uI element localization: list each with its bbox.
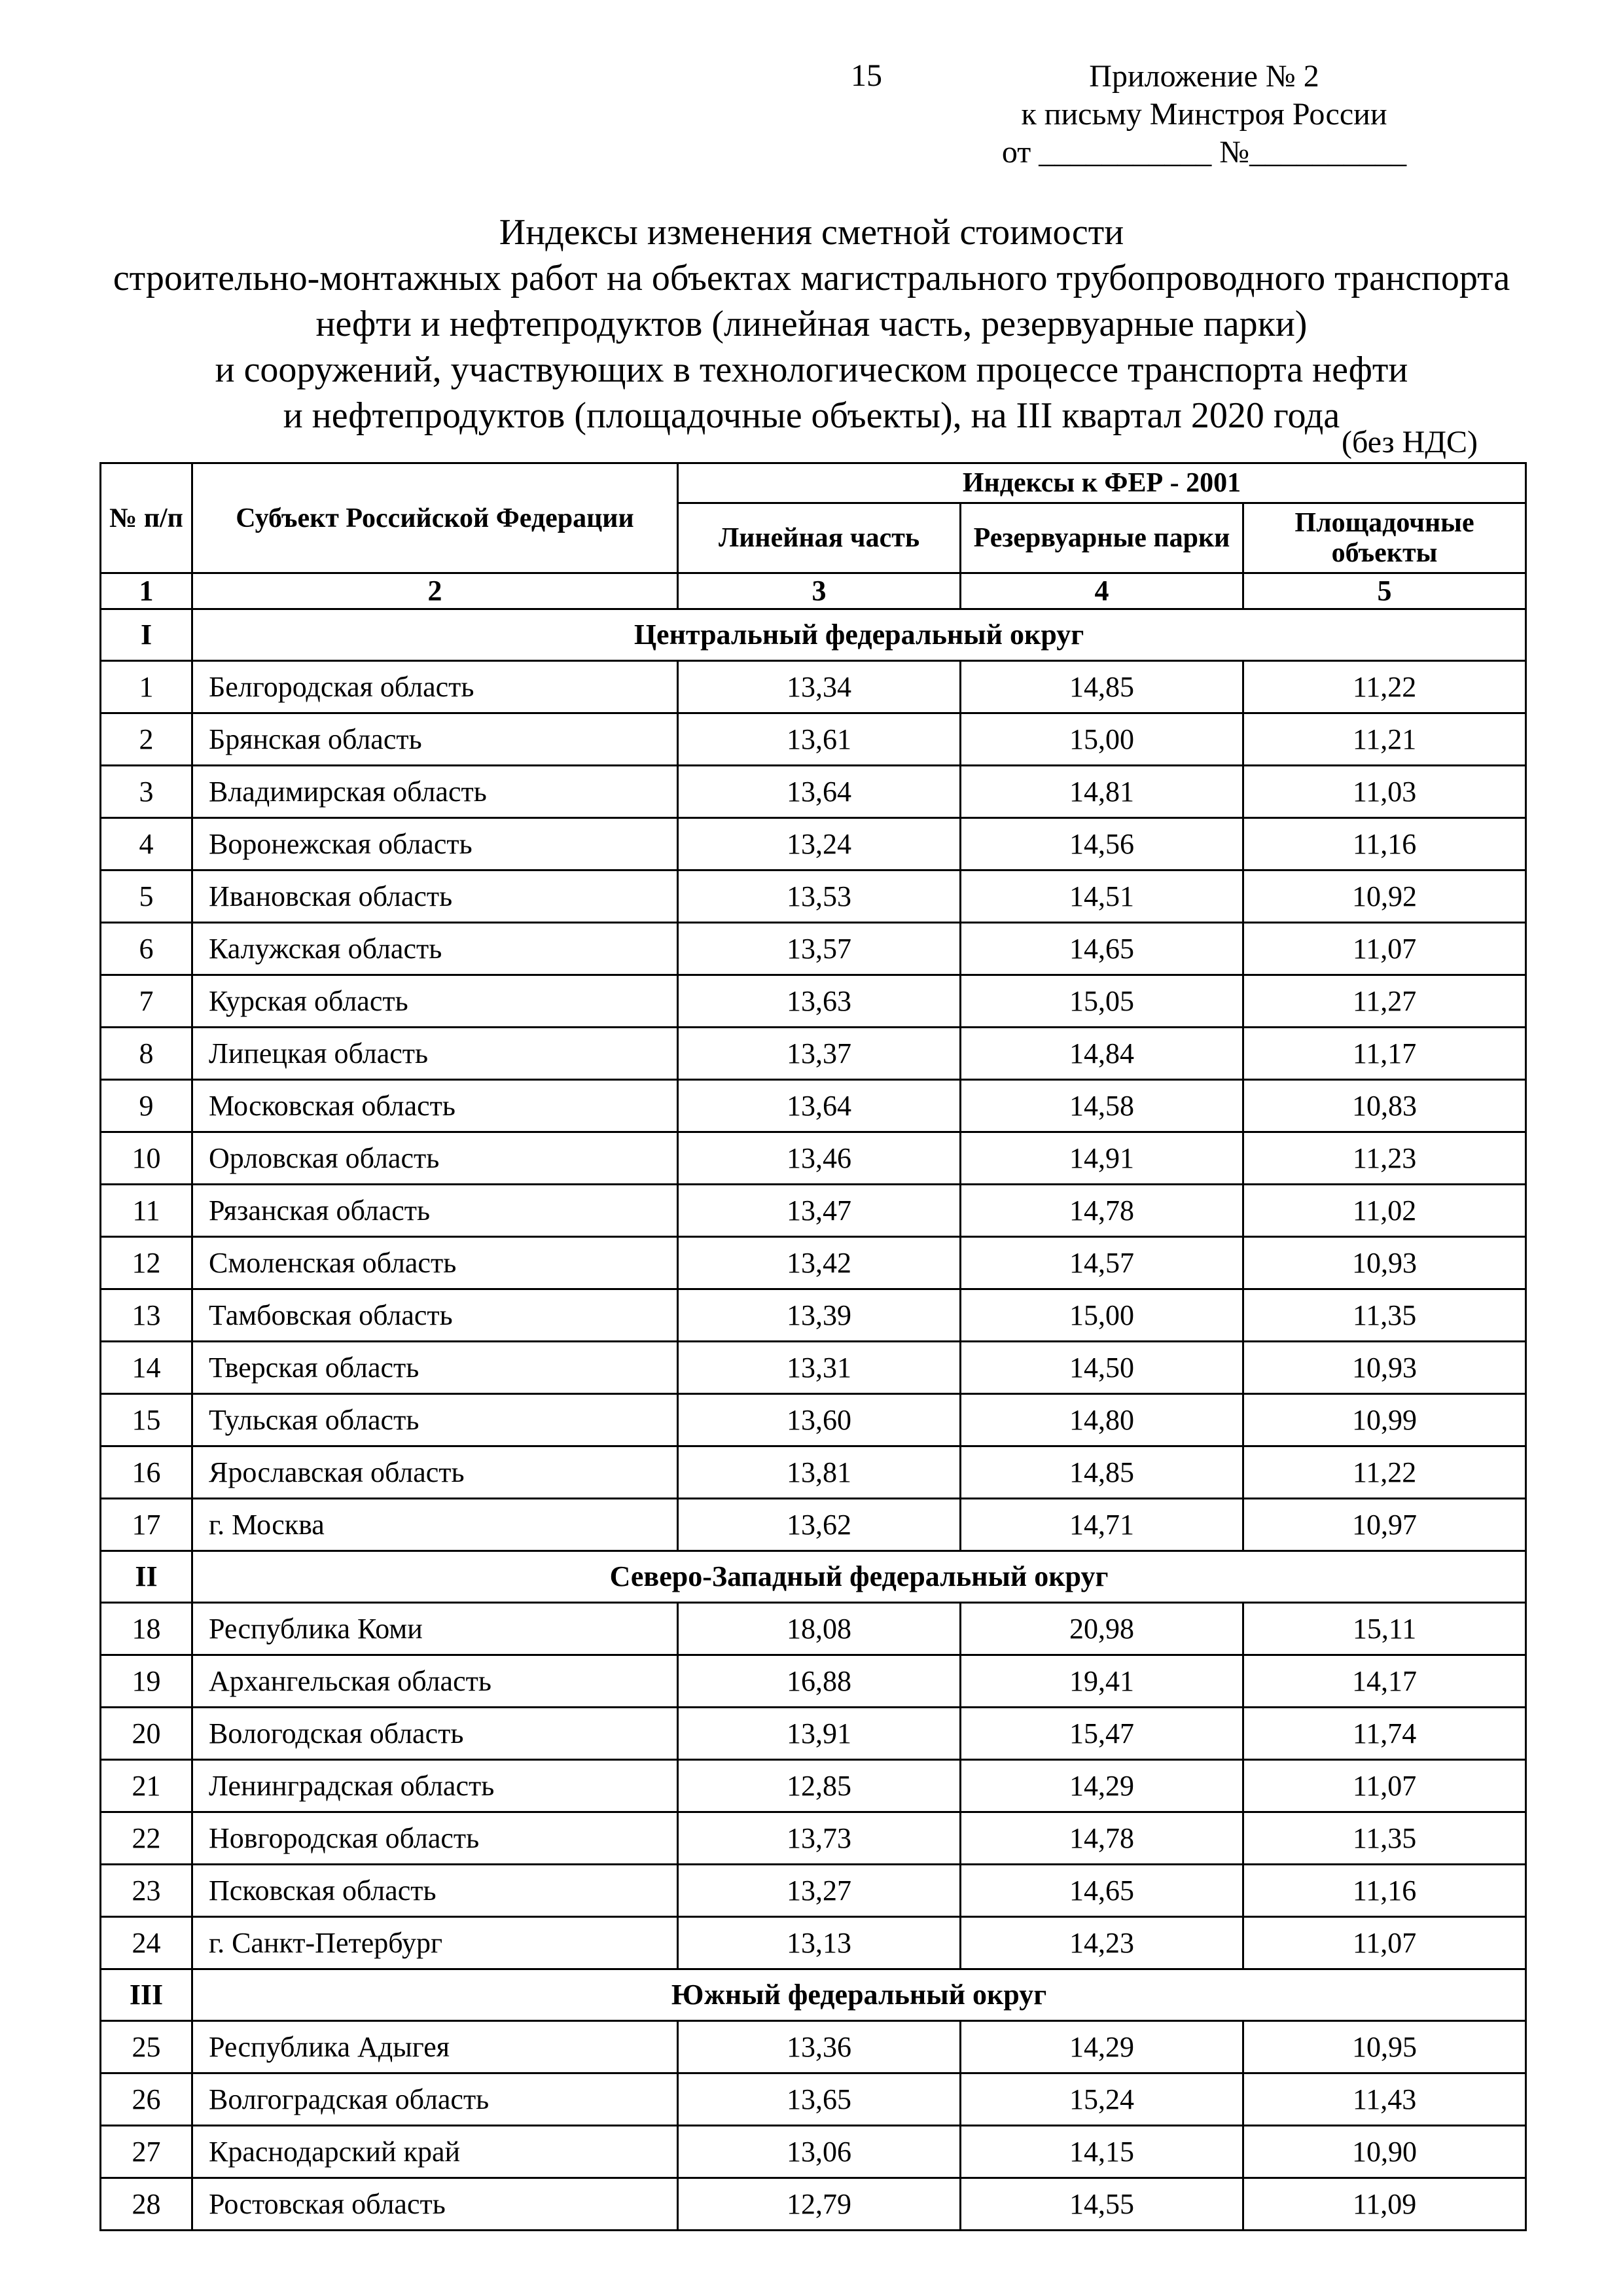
region-name: Тамбовская область bbox=[192, 1289, 678, 1342]
row-number: 19 bbox=[101, 1655, 192, 1708]
linear-index: 13,64 bbox=[678, 766, 961, 818]
linear-index: 13,46 bbox=[678, 1132, 961, 1185]
table-row bbox=[101, 923, 1526, 975]
site-objects-index: 11,21 bbox=[1243, 713, 1526, 766]
document-title bbox=[65, 209, 1558, 439]
linear-index: 13,73 bbox=[678, 1812, 961, 1865]
index-table bbox=[99, 462, 1527, 2231]
linear-index: 13,60 bbox=[678, 1394, 961, 1446]
site-objects-index: 11,17 bbox=[1243, 1028, 1526, 1080]
region-name: Тульская область bbox=[192, 1394, 678, 1446]
site-objects-index: 11,22 bbox=[1243, 661, 1526, 713]
region-name: Смоленская область bbox=[192, 1237, 678, 1289]
tank-parks-index: 14,85 bbox=[961, 661, 1243, 713]
page-number: 15 bbox=[851, 58, 882, 93]
site-objects-index: 11,35 bbox=[1243, 1289, 1526, 1342]
region-name: Краснодарский край bbox=[192, 2126, 678, 2178]
region-name: Брянская область bbox=[192, 713, 678, 766]
row-number: 7 bbox=[101, 975, 192, 1028]
row-number: 20 bbox=[101, 1708, 192, 1760]
header-row-1 bbox=[101, 463, 1526, 503]
linear-index: 13,27 bbox=[678, 1865, 961, 1917]
linear-index: 18,08 bbox=[678, 1603, 961, 1655]
linear-index: 12,85 bbox=[678, 1760, 961, 1812]
site-objects-index: 11,74 bbox=[1243, 1708, 1526, 1760]
linear-index: 13,06 bbox=[678, 2126, 961, 2178]
table-row bbox=[101, 1655, 1526, 1708]
tank-parks-index: 15,24 bbox=[961, 2073, 1243, 2126]
header-index-group: Индексы к ФЕР - 2001 bbox=[678, 463, 1526, 503]
table-row bbox=[101, 870, 1526, 923]
table-row bbox=[101, 818, 1526, 870]
row-number: 4 bbox=[101, 818, 192, 870]
linear-index: 13,65 bbox=[678, 2073, 961, 2126]
linear-index: 13,53 bbox=[678, 870, 961, 923]
table-row bbox=[101, 1132, 1526, 1185]
row-number: 17 bbox=[101, 1499, 192, 1551]
section-title: Южный федеральный округ bbox=[192, 1969, 1526, 2021]
linear-index: 13,37 bbox=[678, 1028, 961, 1080]
region-name: Тверская область bbox=[192, 1342, 678, 1394]
linear-index: 13,13 bbox=[678, 1917, 961, 1969]
linear-index: 13,63 bbox=[678, 975, 961, 1028]
tank-parks-index: 14,58 bbox=[961, 1080, 1243, 1132]
site-objects-index: 11,16 bbox=[1243, 818, 1526, 870]
tank-parks-index: 14,50 bbox=[961, 1342, 1243, 1394]
region-name: Архангельская область bbox=[192, 1655, 678, 1708]
title-line-4: и сооружений, участвующих в технологическом процессе транспорта нефти bbox=[215, 350, 1408, 390]
region-name: Рязанская область bbox=[192, 1185, 678, 1237]
tank-parks-index: 14,23 bbox=[961, 1917, 1243, 1969]
row-number: 21 bbox=[101, 1760, 192, 1812]
appendix-line-1: Приложение № 2 bbox=[1089, 59, 1319, 94]
row-number: 12 bbox=[101, 1237, 192, 1289]
linear-index: 13,36 bbox=[678, 2021, 961, 2073]
site-objects-index: 10,83 bbox=[1243, 1080, 1526, 1132]
table-row bbox=[101, 1603, 1526, 1655]
section-row bbox=[101, 1969, 1526, 2021]
region-name: Волгоградская область bbox=[192, 2073, 678, 2126]
row-number: 16 bbox=[101, 1446, 192, 1499]
section-code: III bbox=[101, 1969, 192, 2021]
row-number: 10 bbox=[101, 1132, 192, 1185]
site-objects-index: 11,07 bbox=[1243, 1917, 1526, 1969]
table-row bbox=[101, 1289, 1526, 1342]
header-subject: Субъект Российской Федерации bbox=[192, 463, 678, 573]
region-name: Московская область bbox=[192, 1080, 678, 1132]
table-row bbox=[101, 1865, 1526, 1917]
title-line-2: строительно-монтажных работ на объектах магистрального трубопроводного транспорта bbox=[113, 258, 1510, 298]
tank-parks-index: 20,98 bbox=[961, 1603, 1243, 1655]
column-number: 4 bbox=[961, 573, 1243, 609]
region-name: Республика Адыгея bbox=[192, 2021, 678, 2073]
row-number: 18 bbox=[101, 1603, 192, 1655]
tank-parks-index: 14,91 bbox=[961, 1132, 1243, 1185]
tank-parks-index: 15,47 bbox=[961, 1708, 1243, 1760]
region-name: г. Санкт-Петербург bbox=[192, 1917, 678, 1969]
site-objects-index: 10,93 bbox=[1243, 1342, 1526, 1394]
site-objects-index: 10,93 bbox=[1243, 1237, 1526, 1289]
header-num: № п/п bbox=[101, 463, 192, 573]
site-objects-index: 11,02 bbox=[1243, 1185, 1526, 1237]
table-row bbox=[101, 1499, 1526, 1551]
site-objects-index: 10,95 bbox=[1243, 2021, 1526, 2073]
site-objects-index: 11,35 bbox=[1243, 1812, 1526, 1865]
row-number: 15 bbox=[101, 1394, 192, 1446]
region-name: Орловская область bbox=[192, 1132, 678, 1185]
linear-index: 13,81 bbox=[678, 1446, 961, 1499]
table-row bbox=[101, 2073, 1526, 2126]
section-row bbox=[101, 609, 1526, 661]
table-row bbox=[101, 713, 1526, 766]
tank-parks-index: 14,29 bbox=[961, 1760, 1243, 1812]
linear-index: 13,34 bbox=[678, 661, 961, 713]
tank-parks-index: 14,80 bbox=[961, 1394, 1243, 1446]
row-number: 2 bbox=[101, 713, 192, 766]
row-number: 11 bbox=[101, 1185, 192, 1237]
linear-index: 13,62 bbox=[678, 1499, 961, 1551]
row-number: 26 bbox=[101, 2073, 192, 2126]
column-number: 5 bbox=[1243, 573, 1526, 609]
site-objects-index: 11,09 bbox=[1243, 2178, 1526, 2231]
table-row bbox=[101, 1185, 1526, 1237]
column-numbers-row bbox=[101, 573, 1526, 609]
tank-parks-index: 14,85 bbox=[961, 1446, 1243, 1499]
tank-parks-index: 14,57 bbox=[961, 1237, 1243, 1289]
region-name: г. Москва bbox=[192, 1499, 678, 1551]
site-objects-index: 11,03 bbox=[1243, 766, 1526, 818]
table-row bbox=[101, 2178, 1526, 2231]
row-number: 1 bbox=[101, 661, 192, 713]
tank-parks-index: 14,78 bbox=[961, 1185, 1243, 1237]
site-objects-index: 11,23 bbox=[1243, 1132, 1526, 1185]
region-name: Калужская область bbox=[192, 923, 678, 975]
tank-parks-index: 14,65 bbox=[961, 1865, 1243, 1917]
column-number: 1 bbox=[101, 573, 192, 609]
row-number: 28 bbox=[101, 2178, 192, 2231]
region-name: Ивановская область bbox=[192, 870, 678, 923]
title-line-5: и нефтепродуктов (площадочные объекты), на III квартал 2020 года bbox=[283, 395, 1340, 436]
linear-index: 13,31 bbox=[678, 1342, 961, 1394]
tank-parks-index: 14,29 bbox=[961, 2021, 1243, 2073]
region-name: Курская область bbox=[192, 975, 678, 1028]
table-row bbox=[101, 1917, 1526, 1969]
site-objects-index: 11,16 bbox=[1243, 1865, 1526, 1917]
appendix-line-3: от ___________ №__________ bbox=[1001, 135, 1407, 170]
table-row bbox=[101, 2021, 1526, 2073]
vat-note: (без НДС) bbox=[1341, 425, 1478, 459]
row-number: 14 bbox=[101, 1342, 192, 1394]
appendix-line-2: к письму Минстроя России bbox=[1021, 97, 1387, 132]
linear-index: 13,57 bbox=[678, 923, 961, 975]
section-row bbox=[101, 1551, 1526, 1603]
title-line-3: нефти и нефтепродуктов (линейная часть, резервуарные парки) bbox=[315, 304, 1308, 344]
table-row bbox=[101, 1080, 1526, 1132]
row-number: 24 bbox=[101, 1917, 192, 1969]
tank-parks-index: 14,84 bbox=[961, 1028, 1243, 1080]
row-number: 13 bbox=[101, 1289, 192, 1342]
row-number: 25 bbox=[101, 2021, 192, 2073]
linear-index: 12,79 bbox=[678, 2178, 961, 2231]
linear-index: 16,88 bbox=[678, 1655, 961, 1708]
row-number: 27 bbox=[101, 2126, 192, 2178]
region-name: Воронежская область bbox=[192, 818, 678, 870]
tank-parks-index: 14,51 bbox=[961, 870, 1243, 923]
region-name: Псковская область bbox=[192, 1865, 678, 1917]
tank-parks-index: 15,00 bbox=[961, 713, 1243, 766]
site-objects-index: 14,17 bbox=[1243, 1655, 1526, 1708]
region-name: Липецкая область bbox=[192, 1028, 678, 1080]
linear-index: 13,42 bbox=[678, 1237, 961, 1289]
table-row bbox=[101, 1812, 1526, 1865]
region-name: Вологодская область bbox=[192, 1708, 678, 1760]
tank-parks-index: 14,81 bbox=[961, 766, 1243, 818]
site-objects-index: 10,99 bbox=[1243, 1394, 1526, 1446]
region-name: Владимирская область bbox=[192, 766, 678, 818]
region-name: Республика Коми bbox=[192, 1603, 678, 1655]
region-name: Ростовская область bbox=[192, 2178, 678, 2231]
site-objects-index: 11,22 bbox=[1243, 1446, 1526, 1499]
tank-parks-index: 14,15 bbox=[961, 2126, 1243, 2178]
linear-index: 13,24 bbox=[678, 818, 961, 870]
site-objects-index: 15,11 bbox=[1243, 1603, 1526, 1655]
linear-index: 13,61 bbox=[678, 713, 961, 766]
row-number: 8 bbox=[101, 1028, 192, 1080]
region-name: Белгородская область bbox=[192, 661, 678, 713]
header-tank-parks: Резервуарные парки bbox=[961, 503, 1243, 573]
region-name: Ярославская область bbox=[192, 1446, 678, 1499]
linear-index: 13,47 bbox=[678, 1185, 961, 1237]
region-name: Новгородская область bbox=[192, 1812, 678, 1865]
site-objects-index: 11,07 bbox=[1243, 1760, 1526, 1812]
tank-parks-index: 19,41 bbox=[961, 1655, 1243, 1708]
section-code: I bbox=[101, 609, 192, 661]
tank-parks-index: 14,56 bbox=[961, 818, 1243, 870]
table-row bbox=[101, 2126, 1526, 2178]
tank-parks-index: 15,00 bbox=[961, 1289, 1243, 1342]
table-row bbox=[101, 1760, 1526, 1812]
row-number: 23 bbox=[101, 1865, 192, 1917]
linear-index: 13,64 bbox=[678, 1080, 961, 1132]
table-row bbox=[101, 1237, 1526, 1289]
site-objects-index: 10,90 bbox=[1243, 2126, 1526, 2178]
section-title: Северо-Западный федеральный округ bbox=[192, 1551, 1526, 1603]
tank-parks-index: 14,78 bbox=[961, 1812, 1243, 1865]
table-row bbox=[101, 1446, 1526, 1499]
appendix-header bbox=[982, 58, 1427, 171]
row-number: 3 bbox=[101, 766, 192, 818]
site-objects-index: 11,27 bbox=[1243, 975, 1526, 1028]
header-linear: Линейная часть bbox=[678, 503, 961, 573]
tank-parks-index: 14,55 bbox=[961, 2178, 1243, 2231]
row-number: 5 bbox=[101, 870, 192, 923]
section-code: II bbox=[101, 1551, 192, 1603]
row-number: 6 bbox=[101, 923, 192, 975]
header-site-objects: Площадочные объекты bbox=[1243, 503, 1526, 573]
tank-parks-index: 15,05 bbox=[961, 975, 1243, 1028]
table-row bbox=[101, 1708, 1526, 1760]
table-body bbox=[101, 463, 1526, 2231]
section-title: Центральный федеральный округ bbox=[192, 609, 1526, 661]
region-name: Ленинградская область bbox=[192, 1760, 678, 1812]
column-number: 3 bbox=[678, 573, 961, 609]
site-objects-index: 10,92 bbox=[1243, 870, 1526, 923]
table-row bbox=[101, 766, 1526, 818]
site-objects-index: 10,97 bbox=[1243, 1499, 1526, 1551]
row-number: 9 bbox=[101, 1080, 192, 1132]
row-number: 22 bbox=[101, 1812, 192, 1865]
tank-parks-index: 14,71 bbox=[961, 1499, 1243, 1551]
table-row bbox=[101, 1342, 1526, 1394]
table-row bbox=[101, 1394, 1526, 1446]
title-line-1: Индексы изменения сметной стоимости bbox=[499, 212, 1124, 253]
linear-index: 13,39 bbox=[678, 1289, 961, 1342]
table-row bbox=[101, 1028, 1526, 1080]
site-objects-index: 11,43 bbox=[1243, 2073, 1526, 2126]
linear-index: 13,91 bbox=[678, 1708, 961, 1760]
site-objects-index: 11,07 bbox=[1243, 923, 1526, 975]
table-row bbox=[101, 975, 1526, 1028]
column-number: 2 bbox=[192, 573, 678, 609]
table-row bbox=[101, 661, 1526, 713]
tank-parks-index: 14,65 bbox=[961, 923, 1243, 975]
